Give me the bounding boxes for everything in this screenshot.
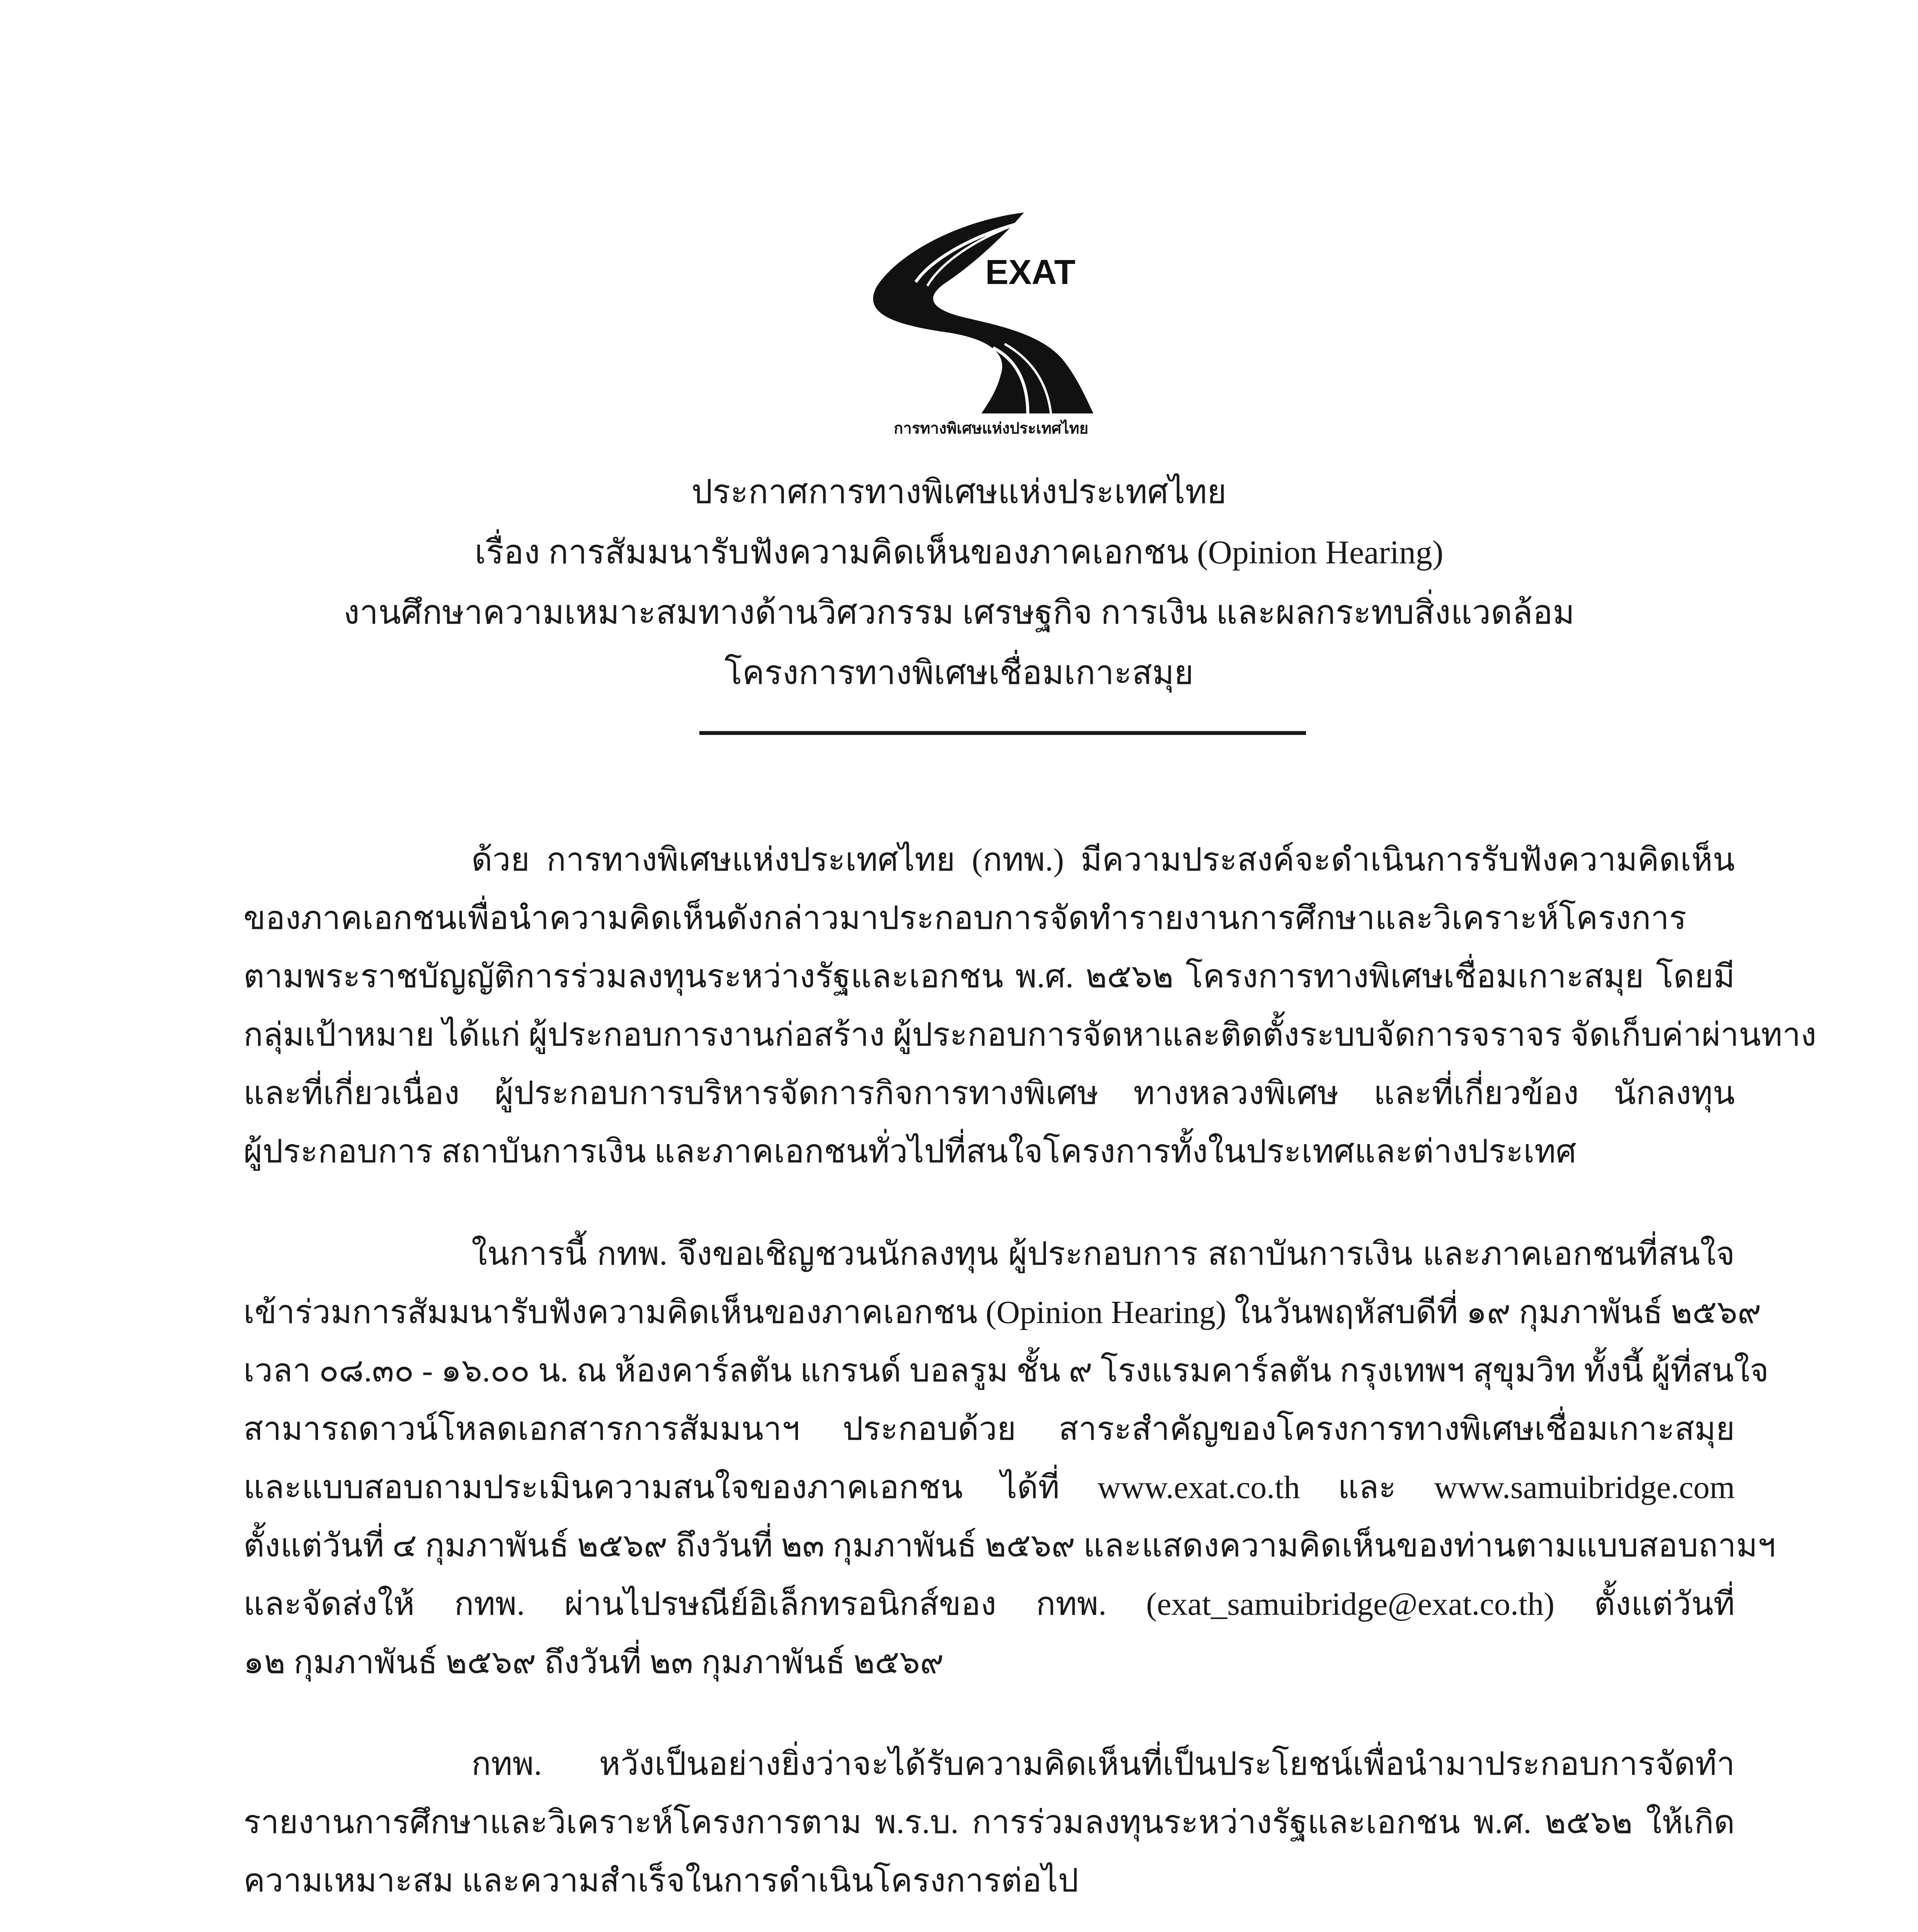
exat-road-emblem [846, 197, 1136, 437]
header-line-2: เรื่อง การสัมมนารับฟังความคิดเห็นของภาคเอกชน (Opinion Hearing) [474, 534, 1444, 571]
paragraph-line: เวลา ๐๘.๓๐ - ๑๖.๐๐ น. ณ ห้องคาร์ลตัน แกรนด์ บอลรูม ชั้น ๙ โรงแรมคาร์ลตัน กรุงเทพฯ สุขุมวิท ทั้งนี้ ผู้ที่สนใจ [243, 1353, 1769, 1389]
paragraph-line: กทพ. หวังเป็นอย่างยิ่งว่าจะได้รับความคิดเห็นที่เป็นประโยชน์เพื่อนำมาประกอบการจัดทำ [471, 1746, 1735, 1782]
announcement-header [155, 462, 1763, 703]
paragraph-line: รายงานการศึกษาและวิเคราะห์โครงการตาม พ.ร.บ. การร่วมลงทุนระหว่างรัฐและเอกชน พ.ศ. ๒๕๖๒ ให้เกิด [243, 1804, 1735, 1840]
paragraph-line: กลุ่มเป้าหมาย ได้แก่ ผู้ประกอบการงานก่อสร้าง ผู้ประกอบการจัดหาและติดตั้งระบบจัดการจราจร จัดเก็บค่าผ่านทาง [243, 1017, 1817, 1053]
paragraph-line: ในการนี้ กทพ. จึงขอเชิญชวนนักลงทุน ผู้ประกอบการ สถาบันการเงิน และภาคเอกชนที่สนใจ [471, 1236, 1735, 1272]
paragraph-line: ตั้งแต่วันที่ ๔ กุมภาพันธ์ ๒๕๖๙ ถึงวันที่ ๒๓ กุมภาพันธ์ ๒๕๖๙ และแสดงความคิดเห็นของท่านตามแบบสอบถามฯ [243, 1528, 1776, 1564]
paragraph-line: และแบบสอบถามประเมินความสนใจของภาคเอกชน ได้ที่ www.exat.co.th และ www.samuibridge.com [243, 1469, 1735, 1505]
exat-logo [846, 197, 1136, 437]
header-divider [699, 731, 1306, 735]
paragraph-line: และที่เกี่ยวเนื่อง ผู้ประกอบการบริหารจัดการกิจการทางพิเศษ ทางหลวงพิเศษ และที่เกี่ยวข้อง นักลงทุน [243, 1075, 1735, 1111]
logo-caption: การทางพิเศษแห่งประเทศไทย [894, 420, 1088, 437]
paragraph-line: ความเหมาะสม และความสำเร็จในการดำเนินโครงการต่อไป [243, 1863, 1079, 1899]
paragraph-line: ของภาคเอกชนเพื่อนำความคิดเห็นดังกล่าวมาประกอบการจัดทำรายงานการศึกษาและวิเคราะห์โครงการ [243, 900, 1687, 936]
paragraph-line: สามารถดาวน์โหลดเอกสารการสัมมนาฯ ประกอบด้วย สาระสำคัญของโครงการทางพิเศษเชื่อมเกาะสมุย [243, 1411, 1735, 1447]
paragraph-line: ด้วย การทางพิเศษแห่งประเทศไทย (กทพ.) มีความประสงค์จะดำเนินการรับฟังความคิดเห็น [471, 842, 1735, 878]
header-line-4: โครงการทางพิเศษเชื่อมเกาะสมุย [724, 654, 1194, 691]
paragraph-1 [243, 831, 1817, 1181]
paragraph-3 [243, 1735, 1735, 1910]
paragraph-line: และจัดส่งให้ กทพ. ผ่านไปรษณีย์อิเล็กทรอนิกส์ของ กทพ. (exat_samuibridge@exat.co.th) ตั้งแต่วันที่ [243, 1586, 1735, 1622]
paragraph-line: ผู้ประกอบการ สถาบันการเงิน และภาคเอกชนทั่วไปที่สนใจโครงการทั้งในประเทศและต่างประเทศ [243, 1134, 1576, 1170]
road-shape [873, 213, 1093, 413]
header-line-1: ประกาศการทางพิเศษแห่งประเทศไทย [691, 473, 1227, 510]
paragraph-line: ๑๒ กุมภาพันธ์ ๒๕๖๙ ถึงวันที่ ๒๓ กุมภาพันธ์ ๒๕๖๙ [243, 1645, 944, 1680]
header-line-3: งานศึกษาความเหมาะสมทางด้านวิศวกรรม เศรษฐกิจ การเงิน และผลกระทบสิ่งแวดล้อม [343, 594, 1575, 631]
paragraph-line: ตามพระราชบัญญัติการร่วมลงทุนระหว่างรัฐและเอกชน พ.ศ. ๒๕๖๒ โครงการทางพิเศษเชื่อมเกาะสมุย โดยมี [243, 959, 1735, 995]
logo-brand: EXAT [985, 253, 1076, 292]
paragraph-line: เข้าร่วมการสัมมนารับฟังความคิดเห็นของภาคเอกชน (Opinion Hearing) ในวันพฤหัสบดีที่ ๑๙ กุมภาพันธ์ ๒๕๖๙ [243, 1294, 1762, 1330]
paragraph-2 [243, 1225, 1776, 1692]
